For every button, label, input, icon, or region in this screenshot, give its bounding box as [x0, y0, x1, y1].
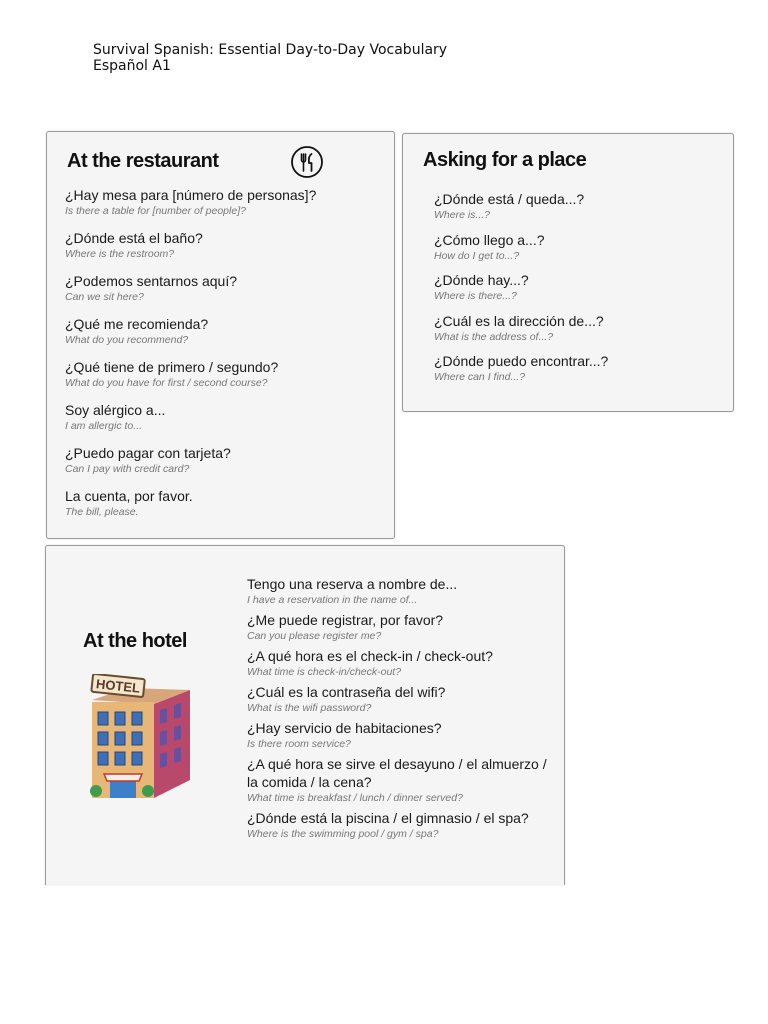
spanish-phrase: ¿Dónde está / queda...? — [434, 191, 585, 207]
spanish-phrase: Soy alérgico a... — [65, 402, 166, 418]
list-item — [65, 273, 385, 316]
english-translation: Can you please register me? — [247, 630, 382, 642]
fork-knife-icon — [291, 146, 323, 178]
english-translation: Can I pay with credit card? — [65, 463, 190, 475]
list-item — [65, 230, 385, 273]
spanish-phrase: ¿A qué hora es el check-in / check-out? — [247, 648, 493, 664]
place-phrase-list — [434, 191, 724, 394]
document-title: Survival Spanish: Essential Day-to-Day Vocabulary — [93, 42, 448, 58]
list-item — [434, 313, 724, 354]
hotel-card — [45, 545, 565, 885]
english-translation: What time is breakfast / lunch / dinner served? — [247, 792, 463, 804]
english-translation: I have a reservation in the name of... — [247, 594, 418, 606]
english-translation: Is there room service? — [247, 738, 351, 750]
spanish-phrase: ¿Dónde puedo encontrar...? — [434, 353, 609, 369]
list-item — [65, 316, 385, 359]
spanish-phrase: ¿Cómo llego a...? — [434, 231, 545, 248]
english-translation: Where is...? — [434, 209, 491, 221]
spanish-phrase: ¿Hay servicio de habitaciones? — [247, 720, 442, 736]
spanish-phrase: ¿Puedo pagar con tarjeta? — [65, 445, 231, 461]
list-item — [247, 809, 557, 842]
spanish-phrase: ¿Qué me recomienda? — [65, 316, 209, 332]
list-item — [434, 272, 724, 313]
list-item — [434, 191, 724, 232]
spanish-phrase: Tengo una reserva a nombre de... — [247, 576, 458, 592]
spanish-phrase: ¿Cuál es la contraseña del wifi? — [247, 684, 446, 700]
asking-place-title: Asking for a place — [423, 149, 587, 171]
list-item — [65, 187, 385, 230]
restaurant-title: At the restaurant — [67, 150, 219, 172]
hotel-phrase-list — [247, 575, 557, 845]
asking-place-card — [402, 133, 734, 412]
spanish-phrase: ¿Qué tiene de primero / segundo? — [65, 359, 279, 375]
list-item — [247, 611, 557, 644]
english-translation: The bill, please. — [65, 506, 139, 518]
list-item — [65, 402, 385, 445]
spanish-phrase: ¿Me puede registrar, por favor? — [247, 612, 444, 628]
english-translation: Can we sit here? — [65, 291, 144, 303]
spanish-phrase: ¿Podemos sentarnos aquí? — [65, 273, 237, 289]
spanish-phrase: ¿Dónde está el baño? — [65, 230, 203, 246]
english-translation: What is the address of...? — [434, 330, 554, 343]
list-item — [247, 647, 557, 680]
list-item — [247, 719, 557, 752]
english-translation: Where is there...? — [434, 290, 517, 302]
restaurant-card — [46, 131, 395, 539]
list-item — [247, 683, 557, 716]
spanish-phrase: ¿A qué hora se sirve el desayuno / el almuerzo / la comida / la cena? — [247, 756, 547, 790]
list-item — [247, 755, 557, 806]
english-translation: What time is check-in/check-out? — [247, 666, 402, 678]
english-translation: Is there a table for [number of people]? — [65, 205, 246, 217]
hotel-title: At the hotel — [83, 630, 187, 652]
english-translation: Where can I find...? — [434, 371, 526, 383]
spanish-phrase: ¿Cuál es la dirección de...? — [434, 312, 604, 329]
svg-text:HOTEL: HOTEL — [95, 676, 141, 696]
english-translation: What do you recommend? — [65, 334, 189, 346]
spanish-phrase: La cuenta, por favor. — [65, 488, 193, 504]
english-translation: How do I get to...? — [434, 249, 520, 262]
restaurant-phrase-list — [65, 187, 385, 531]
list-item — [434, 232, 724, 273]
list-item — [65, 445, 385, 488]
list-item — [65, 359, 385, 402]
list-item — [434, 353, 724, 394]
document-header — [93, 42, 447, 74]
english-translation: What is the wifi password? — [247, 702, 372, 714]
list-item — [247, 575, 557, 608]
document-subtitle: Español A1 — [93, 58, 171, 74]
list-item — [65, 488, 385, 531]
spanish-phrase: ¿Dónde está la piscina / el gimnasio / el spa? — [247, 810, 529, 826]
hotel-building-icon — [82, 674, 194, 802]
english-translation: I am allergic to... — [65, 420, 143, 432]
english-translation: Where is the restroom? — [65, 248, 175, 260]
english-translation: What do you have for first / second course? — [65, 377, 268, 389]
spanish-phrase: ¿Hay mesa para [número de personas]? — [65, 187, 317, 203]
english-translation: Where is the swimming pool / gym / spa? — [247, 828, 439, 840]
spanish-phrase: ¿Dónde hay...? — [434, 272, 529, 288]
